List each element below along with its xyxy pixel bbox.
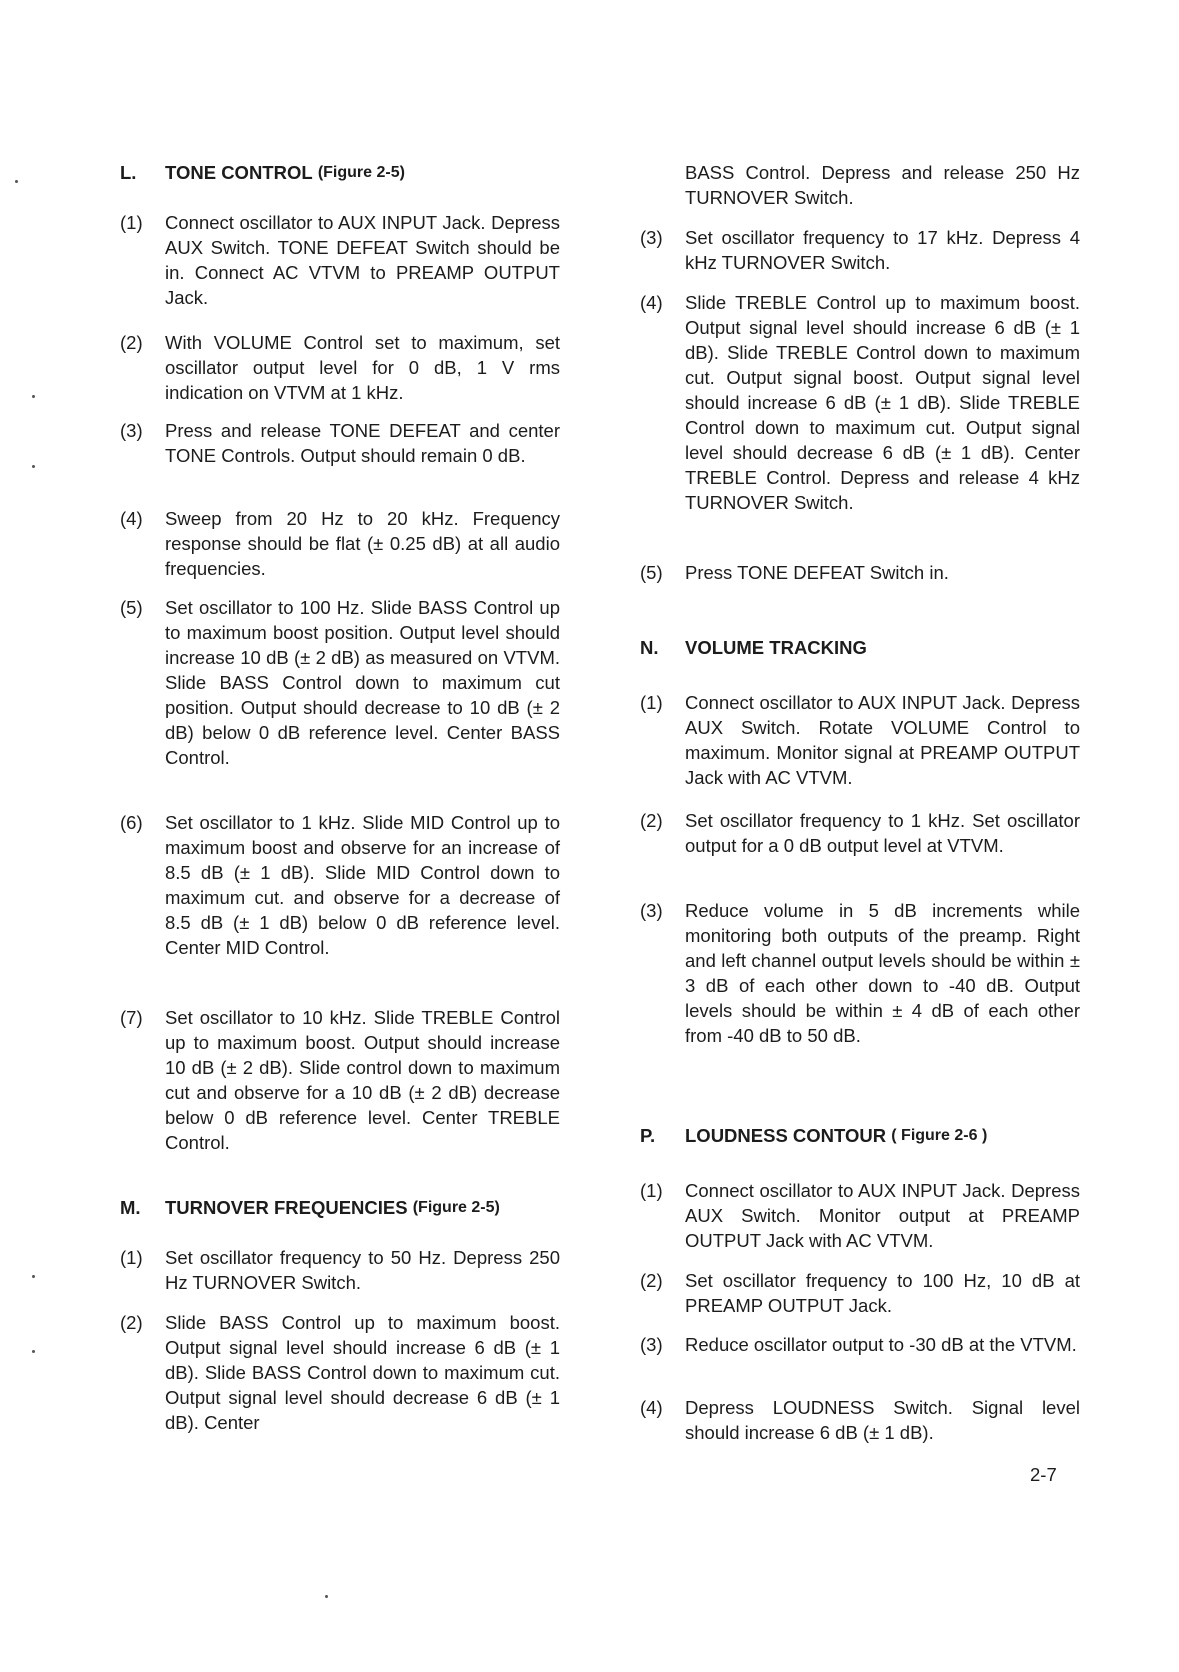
item-number: (1) <box>120 1247 143 1268</box>
section-l <box>120 160 560 185</box>
section-n-heading <box>640 635 1080 660</box>
item-number: (1) <box>640 1180 663 1201</box>
list-item <box>640 1268 1080 1318</box>
item-number: (2) <box>120 1312 143 1333</box>
list-item <box>120 506 560 581</box>
section-title: TONE CONTROL <box>165 162 313 183</box>
item-text: Set oscillator frequency to 17 kHz. Depress 4 kHz TURNOVER Switch. <box>685 227 1080 273</box>
list-item <box>640 1395 1080 1445</box>
item-number: (2) <box>120 332 143 353</box>
item-number: (3) <box>640 227 663 248</box>
section-p-heading <box>640 1123 1080 1148</box>
list-item <box>640 1332 1080 1357</box>
scan-speck <box>32 465 35 468</box>
scan-speck <box>32 1350 35 1353</box>
item-text: Set oscillator to 10 kHz. Slide TREBLE Control up to maximum boost. Output should increase 10 dB (± 2 dB). Slide control down to maximum cut and observe for a 10 dB (± 2 dB) decrease below 0 dB reference level. Center TREBLE Control. <box>165 1007 560 1153</box>
section-l-heading <box>120 160 560 185</box>
section-letter: L. <box>120 162 137 183</box>
list-item <box>120 1310 560 1435</box>
figure-reference: (Figure 2-5) <box>317 164 405 181</box>
item-number: (4) <box>120 508 143 529</box>
list-item <box>640 808 1080 858</box>
scan-speck <box>32 1275 35 1278</box>
list-item <box>640 690 1080 790</box>
item-number: (4) <box>640 292 663 313</box>
item-text: Set oscillator frequency to 1 kHz. Set oscillator output for a 0 dB output level at VTVM. <box>685 810 1080 856</box>
item-text: Set oscillator to 1 kHz. Slide MID Control up to maximum boost and observe for an increase of 8.5 dB (± 1 dB). Slide MID Control down to maximum cut. and observe for a decrease of 8.5 dB (± 1 dB) below 0 dB reference level. Center MID Control. <box>165 812 560 958</box>
item-text: Connect oscillator to AUX INPUT Jack. Depress AUX Switch. Rotate VOLUME Control to maximum. Monitor signal at PREAMP OUTPUT Jack with AC VTVM. <box>685 692 1080 788</box>
item-text: Slide BASS Control up to maximum boost. Output signal level should increase 6 dB (± 1 dB). Slide BASS Control down to maximum cut. Output signal level should decrease 6 dB (± 1 dB). Center <box>165 1312 560 1433</box>
item-text: Sweep from 20 Hz to 20 kHz. Frequency response should be flat (± 0.25 dB) at all audio frequencies. <box>165 508 560 579</box>
list-item <box>640 898 1080 1048</box>
section-m-continued <box>640 160 1080 210</box>
section-p <box>640 1123 1080 1148</box>
item-number: (1) <box>120 212 143 233</box>
item-number: (5) <box>640 562 663 583</box>
list-item <box>640 225 1080 275</box>
continuation-text: BASS Control. Depress and release 250 Hz TURNOVER Switch. <box>685 162 1080 208</box>
section-n <box>640 635 1080 660</box>
list-item <box>120 210 560 310</box>
item-number: (2) <box>640 1270 663 1291</box>
item-text: Reduce volume in 5 dB increments while monitoring both outputs of the preamp. Right and left channel output levels should be within ± 3 dB of each other down to -40 dB. Output levels should be within ± 4 dB of each other from -40 dB to 50 dB. <box>685 900 1080 1046</box>
list-item <box>120 1005 560 1155</box>
item-text: Set oscillator frequency to 100 Hz, 10 dB at PREAMP OUTPUT Jack. <box>685 1270 1080 1316</box>
item-text: Set oscillator frequency to 50 Hz. Depress 250 Hz TURNOVER Switch. <box>165 1247 560 1293</box>
item-number: (3) <box>120 420 143 441</box>
item-number: (7) <box>120 1007 143 1028</box>
page-number: 2-7 <box>1030 1464 1057 1485</box>
figure-reference: ( Figure 2-6 ) <box>891 1127 988 1144</box>
scan-speck <box>15 180 18 183</box>
list-item <box>120 330 560 405</box>
item-number: (2) <box>640 810 663 831</box>
section-title: TURNOVER FREQUENCIES <box>165 1197 408 1218</box>
section-letter: P. <box>640 1125 656 1146</box>
section-m <box>120 1195 560 1220</box>
scan-speck <box>325 1595 328 1598</box>
item-text: Set oscillator to 100 Hz. Slide BASS Control up to maximum boost position. Output level should increase 10 dB (± 2 dB) as measured on VTVM. Slide BASS Control down to maximum cut position. Output should decrease to 10 dB (± 2 dB) below 0 dB reference level. Center BASS Control. <box>165 597 560 768</box>
item-text: Slide TREBLE Control up to maximum boost. Output signal level should increase 6 dB (± 1 dB). Slide TREBLE Control down to maximum cut. Output signal boost. Output signal level should increase 6 dB (± 1 dB). Slide TREBLE Control down to maximum cut. Output signal level should decrease 6 dB (± 1 dB). Center TREBLE Control. Depress and release 4 kHz TURNOVER Switch. <box>685 292 1080 513</box>
item-number: (1) <box>640 692 663 713</box>
figure-reference: (Figure 2-5) <box>412 1199 500 1216</box>
section-title: LOUDNESS CONTOUR <box>685 1125 887 1146</box>
section-letter: N. <box>640 637 659 658</box>
item-number: (3) <box>640 1334 663 1355</box>
item-number: (5) <box>120 597 143 618</box>
list-item <box>640 290 1080 515</box>
item-text: Reduce oscillator output to -30 dB at the VTVM. <box>685 1334 1077 1355</box>
section-title: VOLUME TRACKING <box>685 637 867 658</box>
list-item <box>120 810 560 960</box>
item-text: Press TONE DEFEAT Switch in. <box>685 562 949 583</box>
scan-speck <box>32 395 35 398</box>
section-letter: M. <box>120 1197 141 1218</box>
item-text: With VOLUME Control set to maximum, set oscillator output level for 0 dB, 1 V rms indication on VTVM at 1 kHz. <box>165 332 560 403</box>
item-text: Connect oscillator to AUX INPUT Jack. Depress AUX Switch. TONE DEFEAT Switch should be in. Connect AC VTVM to PREAMP OUTPUT Jack. <box>165 212 560 308</box>
item-number: (6) <box>120 812 143 833</box>
item-number: (3) <box>640 900 663 921</box>
list-item <box>640 560 1080 585</box>
list-item <box>120 418 560 468</box>
section-m-heading <box>120 1195 560 1220</box>
list-item <box>120 1245 560 1295</box>
item-text: Press and release TONE DEFEAT and center TONE Controls. Output should remain 0 dB. <box>165 420 560 466</box>
item-number: (4) <box>640 1397 663 1418</box>
list-item <box>120 595 560 770</box>
list-item <box>640 1178 1080 1253</box>
item-text: Connect oscillator to AUX INPUT Jack. Depress AUX Switch. Monitor output at PREAMP OUTPUT Jack with AC VTVM. <box>685 1180 1080 1251</box>
item-text: Depress LOUDNESS Switch. Signal level should increase 6 dB (± 1 dB). <box>685 1397 1080 1443</box>
